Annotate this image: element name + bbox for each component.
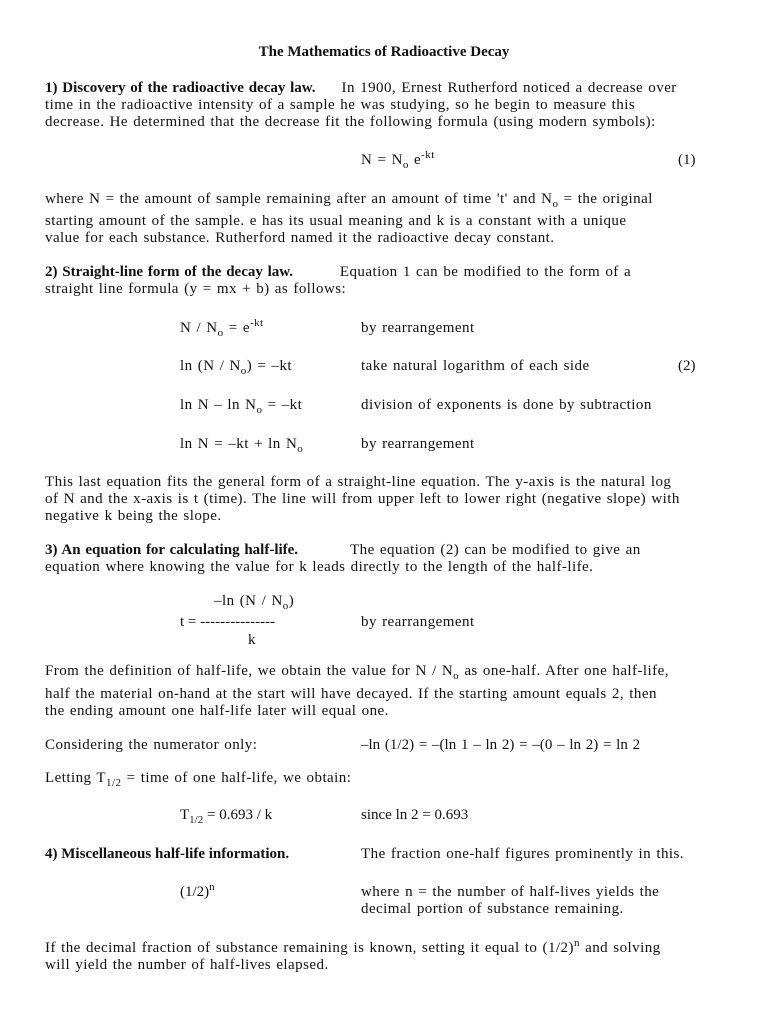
equation-2-number: (2) xyxy=(678,358,696,374)
fraction-denominator: k xyxy=(248,632,256,648)
rearrange-eq-3: $\ln N - \ln N_o = -kt$ xyxy=(180,397,303,416)
half-life-desc: since ln 2 = 0.693 xyxy=(361,807,469,823)
section-3-para-2: half the material on-hand at the start will have decayed. If the starting amount equals 2, then xyxy=(45,686,657,702)
section-1-heading: 1) Discovery of the radioactive decay law. xyxy=(45,80,316,96)
section-4-para-1: If the decimal fraction of substance remaining is known, setting it equal to $(1/2)^n$ and solving xyxy=(45,937,661,956)
fraction-numerator: –ln $(N / N_o)$ xyxy=(214,593,295,612)
fraction-desc: by rearrangement xyxy=(361,614,475,630)
rearrange-eq-1: $N / N_o = e^{-kt}$ xyxy=(180,317,264,339)
page-title: The Mathematics of Radioactive Decay xyxy=(258,44,510,60)
section-2-heading: 2) Straight-line form of the decay law. xyxy=(45,264,294,280)
considering-equation: –ln (1/2) = –(ln 1 – ln 2) = –(0 – ln 2) = ln 2 xyxy=(361,737,641,753)
letting-line: Letting $T_{1/2}$ = time of one half-life, we obtain: xyxy=(45,770,352,789)
section-2-line-1 xyxy=(45,264,735,281)
rearrange-desc-1: by rearrangement xyxy=(361,320,475,336)
power-desc-2: decimal portion of substance remaining. xyxy=(361,901,624,917)
rearrange-eq-4: $\ln N = -kt + \ln N_o$ xyxy=(180,436,304,455)
section-3-heading: 3) An equation for calculating half-life. xyxy=(45,542,299,558)
section-2-para-2: of N and the x-axis is t (time). The line will from upper left to lower right (negative slope) with xyxy=(45,491,680,507)
section-3-para-1: From the definition of half-life, we obtain the value for N / $N_o$ as one-half. After one half-life, xyxy=(45,663,669,682)
rearrange-desc-2: take natural logarithm of each side xyxy=(361,358,590,374)
fraction-line: t = --------------- xyxy=(180,614,276,630)
section-2-para-3: negative k being the slope. xyxy=(45,508,222,524)
considering-label: Considering the numerator only: xyxy=(45,737,258,753)
power-expression: $(1/2)^n$ xyxy=(180,881,215,900)
section-4-para-2: will yield the number of half-lives elapsed. xyxy=(45,957,329,973)
section-2-para-1: This last equation fits the general form of a straight-line equation. The y-axis is the natural log xyxy=(45,474,672,490)
section-4-text-1: The fraction one-half figures prominently in this. xyxy=(361,846,684,862)
section-1-where-2: starting amount of the sample. e has its usual meaning and k is a constant with a unique xyxy=(45,213,627,229)
section-1-where-1: where N = the amount of sample remaining after an amount of time 't' and $N_o$ = the original xyxy=(45,191,653,210)
section-3-line-2: equation where knowing the value for k leads directly to the length of the half-life. xyxy=(45,559,594,575)
rearrange-desc-3: division of exponents is done by subtraction xyxy=(361,397,652,413)
section-3-text-1: The equation (2) can be modified to give an xyxy=(350,542,641,558)
half-life-equation: $T_{1/2} = 0.693 / k$ xyxy=(180,807,273,826)
section-1-where-3: value for each substance. Rutherford named it the radioactive decay constant. xyxy=(45,230,555,246)
section-2-text-1: Equation 1 can be modified to the form of a xyxy=(339,264,632,280)
section-1-line-3: decrease. He determined that the decrease fit the following formula (using modern symbols): xyxy=(45,114,656,130)
section-1-text-1: In 1900, Ernest Rutherford noticed a decrease over xyxy=(341,80,677,96)
rearrange-desc-4: by rearrangement xyxy=(361,436,475,452)
section-3-para-3: the ending amount one half-life later will equal one. xyxy=(45,703,389,719)
section-1-line-1 xyxy=(45,80,735,97)
power-desc-1: where n = the number of half-lives yields the xyxy=(361,884,660,900)
rearrange-eq-2: $\ln (N / N_o) = -kt$ xyxy=(180,358,293,377)
equation-1-number: (1) xyxy=(678,152,696,168)
section-2-line-2: straight line formula (y = mx + b) as follows: xyxy=(45,281,347,297)
section-4-heading: 4) Miscellaneous half-life information. xyxy=(45,846,290,862)
equation-1: $N = N_o$ $e^{-kt}$ xyxy=(361,149,435,171)
section-3-line-1 xyxy=(45,542,735,559)
section-1-line-2: time in the radioactive intensity of a sample he was studying, so he begin to measure this xyxy=(45,97,636,113)
